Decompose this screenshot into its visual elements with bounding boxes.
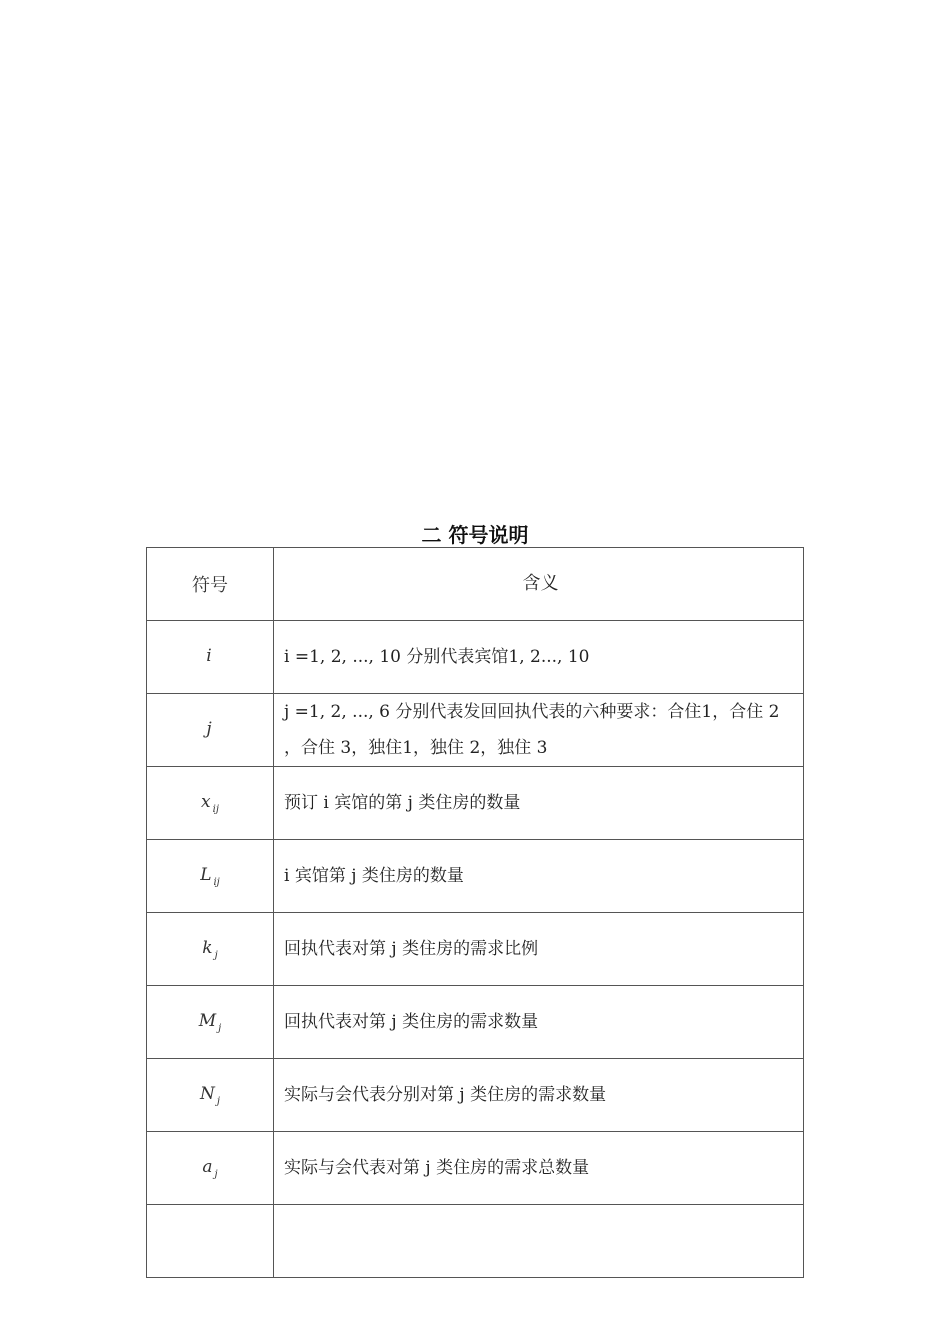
symbol-cell [147, 1205, 274, 1278]
header-symbol: 符号 [147, 548, 274, 621]
symbol-cell [147, 1059, 274, 1132]
meaning-cell: 实际与会代表对第 j 类住房的需求总数量 [274, 1132, 804, 1205]
symbol-base: L [200, 864, 212, 885]
table-row [147, 1205, 804, 1278]
meaning-cell: 回执代表对第 j 类住房的需求比例 [274, 913, 804, 986]
symbol-cell [147, 621, 274, 694]
table-row [147, 694, 804, 767]
meaning-cell: 预订 i 宾馆的第 j 类住房的数量 [274, 767, 804, 840]
meaning-cell: i =1, 2, ..., 10 分别代表宾馆1, 2..., 10 [274, 621, 804, 694]
symbol-cell [147, 986, 274, 1059]
symbol-cell [147, 913, 274, 986]
table-row [147, 913, 804, 986]
table-row [147, 1059, 804, 1132]
section-title: 二 符号说明 [421, 523, 529, 547]
symbol-subscript: j [214, 949, 218, 961]
header-meaning: 含义 [274, 548, 804, 621]
symbol-base: x [201, 791, 211, 812]
symbol-subscript: j [214, 1168, 218, 1180]
meaning-cell: 实际与会代表分别对第 j 类住房的需求数量 [274, 1059, 804, 1132]
symbol-subscript: j [218, 1022, 222, 1034]
symbol-cell [147, 694, 274, 767]
table-row [147, 1132, 804, 1205]
symbol-cell [147, 1132, 274, 1205]
symbol-subscript: j [216, 1095, 220, 1107]
table-header-row [147, 548, 804, 621]
table-row [147, 840, 804, 913]
symbol-base: k [202, 937, 213, 958]
symbol-base: a [202, 1156, 213, 1177]
table-row [147, 767, 804, 840]
meaning-cell: i 宾馆第 j 类住房的数量 [274, 840, 804, 913]
table-row [147, 986, 804, 1059]
meaning-cell: 回执代表对第 j 类住房的需求数量 [274, 986, 804, 1059]
symbol-cell [147, 840, 274, 913]
meaning-cell: j =1, 2, ..., 6 分别代表发回回执代表的六种要求：合住1，合住 2 ，合住 3，独住1，独住 2，独住 3 [274, 694, 804, 767]
symbol-table [146, 547, 804, 1278]
symbol-subscript: ij [212, 803, 219, 815]
symbol-cell [147, 767, 274, 840]
symbol-base: i [206, 645, 212, 666]
table-row [147, 621, 804, 694]
symbol-base: M [198, 1010, 217, 1031]
symbol-base: j [206, 718, 212, 739]
symbol-subscript: ij [213, 876, 220, 888]
symbol-base: N [200, 1083, 215, 1104]
meaning-cell [274, 1205, 804, 1278]
